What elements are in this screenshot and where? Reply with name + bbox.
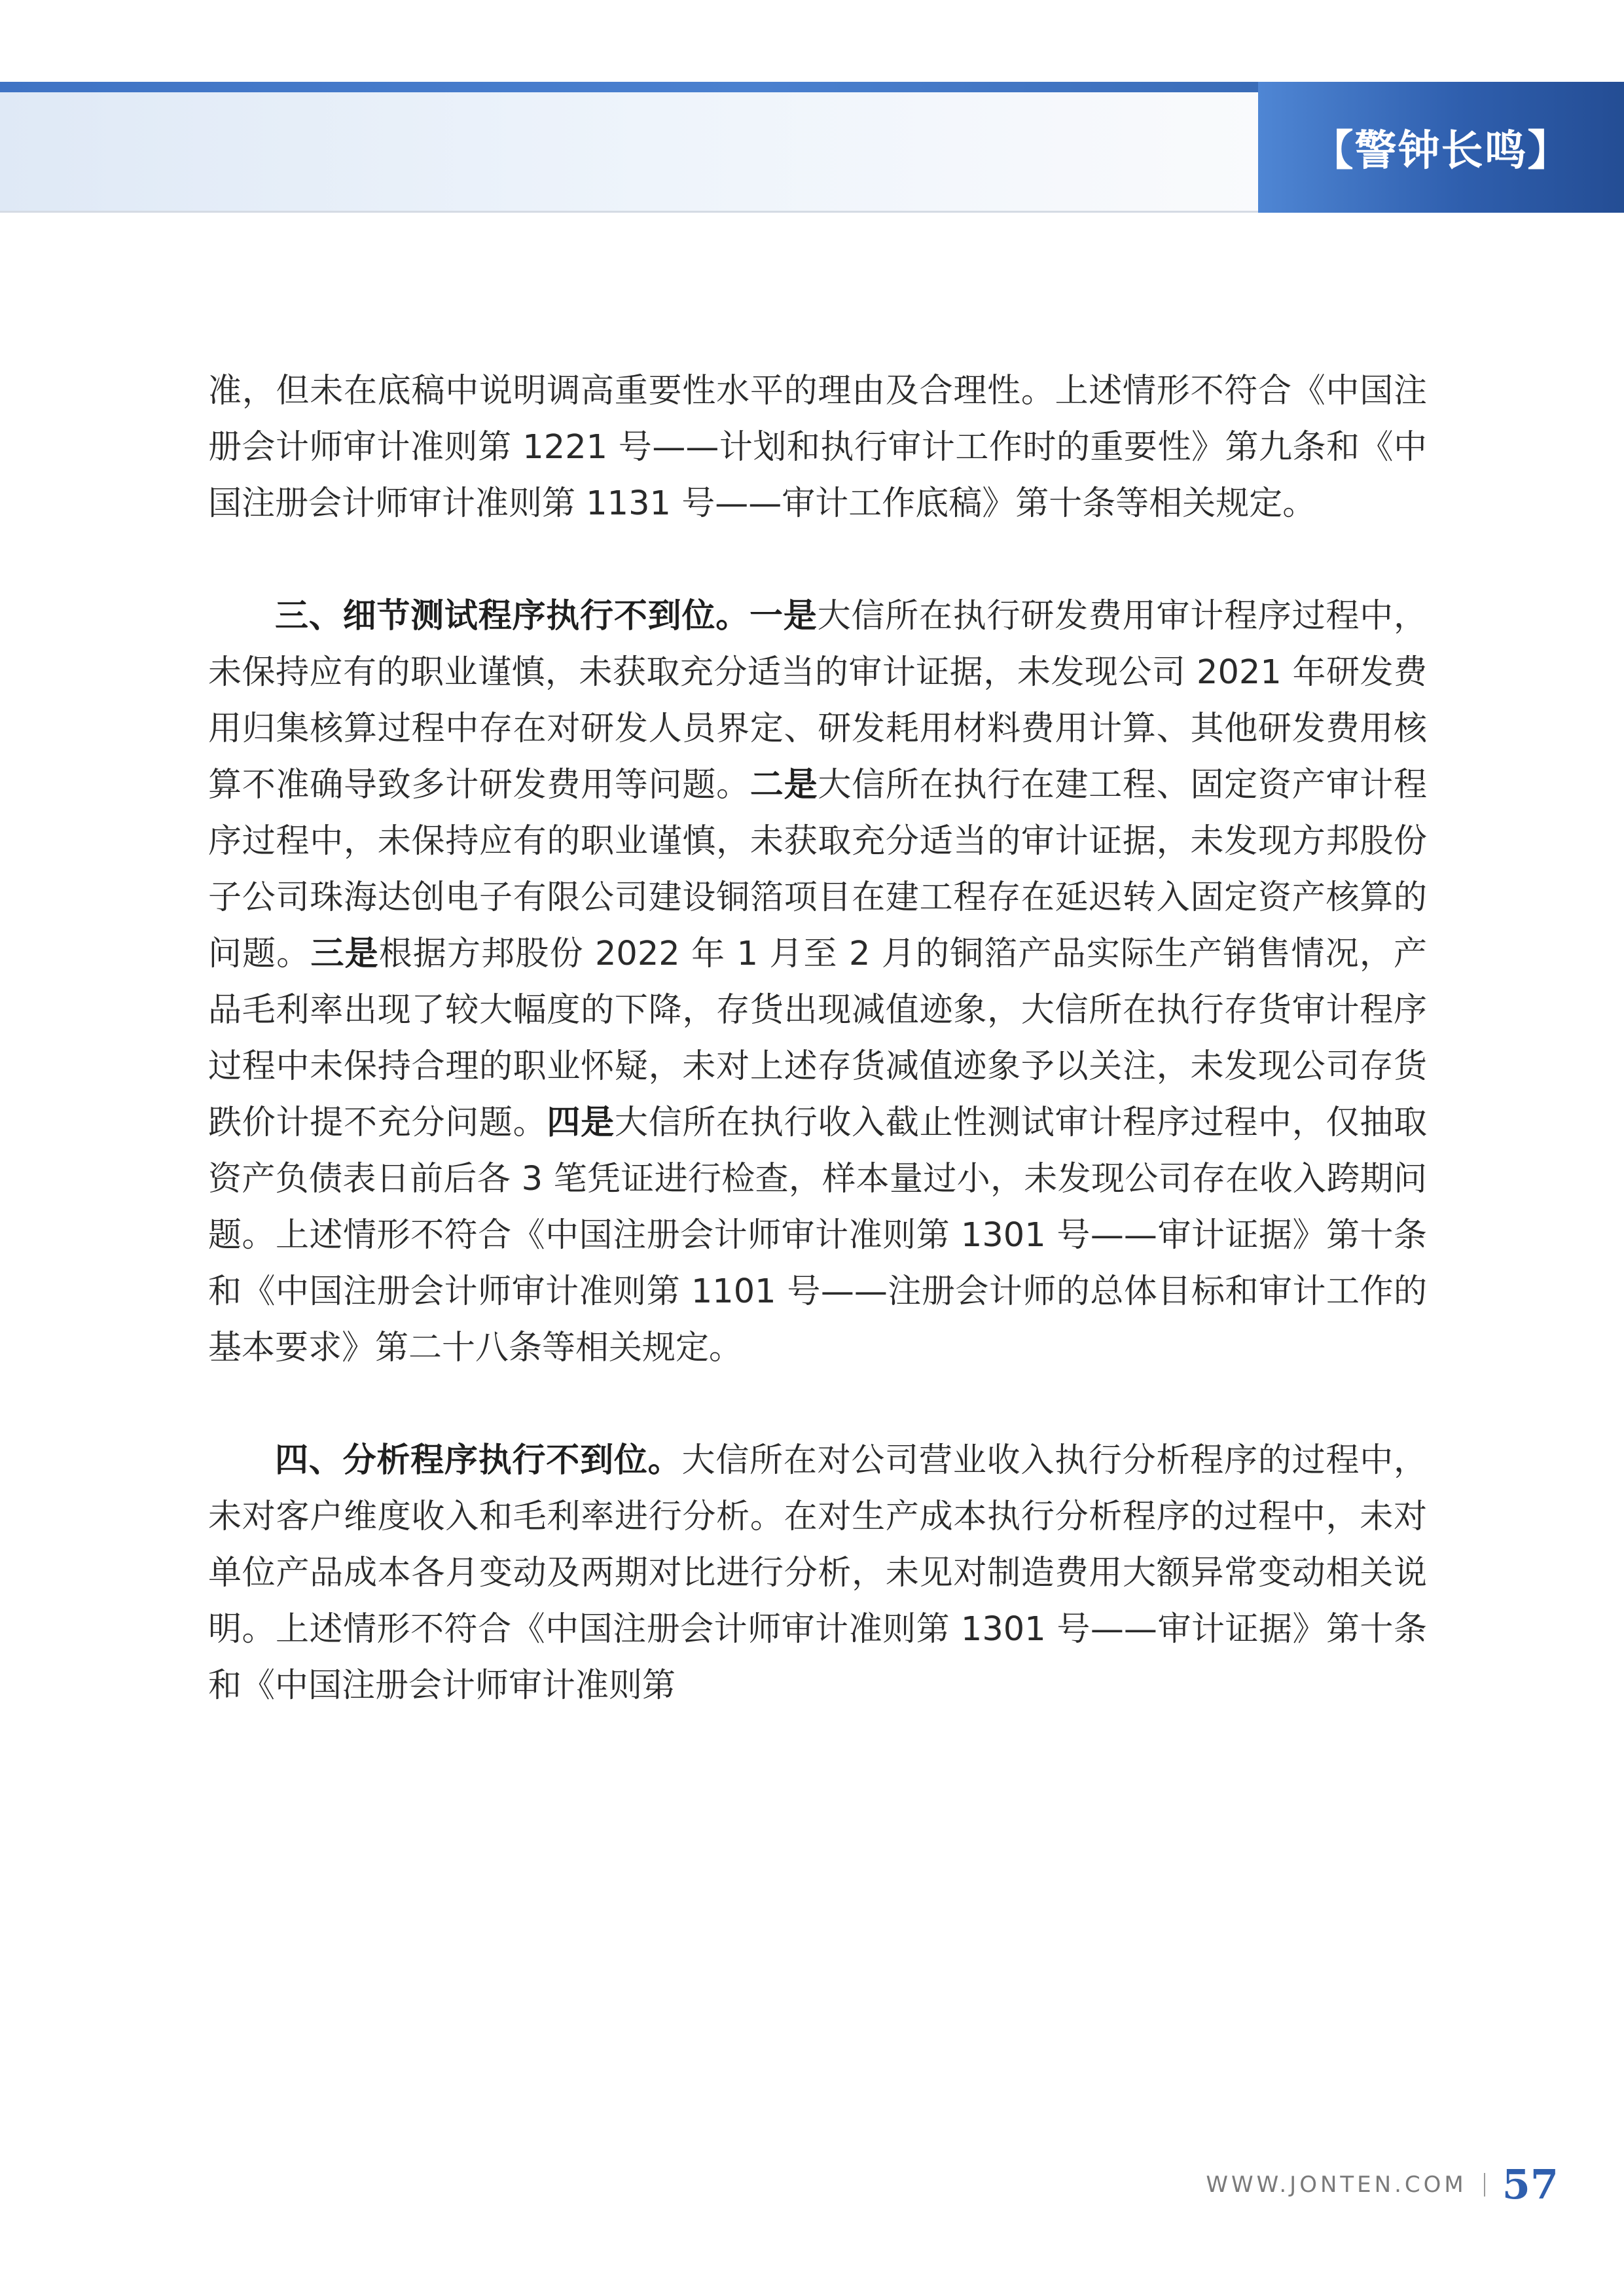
point-text: 大信所在执行在建工程、固定资产审计程序过程中，未保持应有的职业谨慎，未获取充分适当的审计证据，未发现方邦股份子公司珠海达创电子有限公司建设铜箔项目在建工程存在延迟转入固定资产核算的问题。 bbox=[208, 766, 1427, 973]
section-tag-label: 【警钟长鸣】 bbox=[1311, 126, 1571, 175]
paragraph-continued: 准，但未在底稿中说明调高重要性水平的理由及合理性。上述情形不符合《中国注册会计师审计准则第 1221 号——计划和执行审计工作时的重要性》第九条和《中国注册会计师审计准则第 1131 号——审计工作底稿》第十条等相关规定。 bbox=[208, 372, 1427, 523]
section-heading: 三、细节测试程序执行不到位。 bbox=[275, 597, 750, 636]
footer-separator bbox=[1484, 2173, 1485, 2197]
paragraph-analytical-procedures bbox=[208, 1433, 1427, 1714]
header-divider bbox=[0, 211, 1258, 213]
header-accent-line bbox=[0, 82, 1258, 92]
body-text bbox=[208, 363, 1427, 1714]
point-label: 四是 bbox=[547, 1103, 615, 1142]
section-tag bbox=[1258, 82, 1624, 213]
website-url: WWW.JONTEN.COM bbox=[1206, 2171, 1467, 2198]
point-label: 三是 bbox=[310, 935, 379, 973]
section-heading: 四、分析程序执行不到位。 bbox=[275, 1441, 682, 1480]
page-footer bbox=[1206, 2161, 1559, 2208]
point-text: 根据方邦股份 2022 年 1 月至 2 月的铜箔产品实际生产销售情况，产品毛利率出现了较大幅度的下降，存货出现减值迹象，大信所在执行存货审计程序过程中未保持合理的职业怀疑，未对上述存货减值迹象予以关注，未发现公司存货跌价计提不充分问题。 bbox=[208, 935, 1427, 1142]
point-text: 大信所在执行研发费用审计程序过程中，未保持应有的职业谨慎，未获取充分适当的审计证据，未发现公司 2021 年研发费用归集核算过程中存在对研发人员界定、研发耗用材料费用计算、其他研发费用核算不准确导致多计研发费用等问题。 bbox=[208, 597, 1427, 804]
point-label: 二是 bbox=[749, 766, 818, 804]
paragraph-detail-testing bbox=[208, 588, 1427, 1376]
point-text: 大信所在执行收入截止性测试审计程序过程中，仅抽取资产负债表日前后各 3 笔凭证进行检查，样本量过小，未发现公司存在收入跨期问题。上述情形不符合《中国注册会计师审计准则第 1301 号——审计证据》第十条和《中国注册会计师审计准则第 1101 号——注册会计师的总体目标和审计工作的基本要求》第二十八条等相关规定。 bbox=[208, 1103, 1427, 1367]
page-number: 57 bbox=[1502, 2161, 1559, 2208]
paragraph-text: 大信所在对公司营业收入执行分析程序的过程中，未对客户维度收入和毛利率进行分析。在对生产成本执行分析程序的过程中，未对单位产品成本各月变动及两期对比进行分析，未见对制造费用大额异常变动相关说明。上述情形不符合《中国注册会计师审计准则第 1301 号——审计证据》第十条和《中国注册会计师审计准则第 bbox=[208, 1441, 1427, 1705]
point-label: 一是 bbox=[749, 597, 818, 636]
